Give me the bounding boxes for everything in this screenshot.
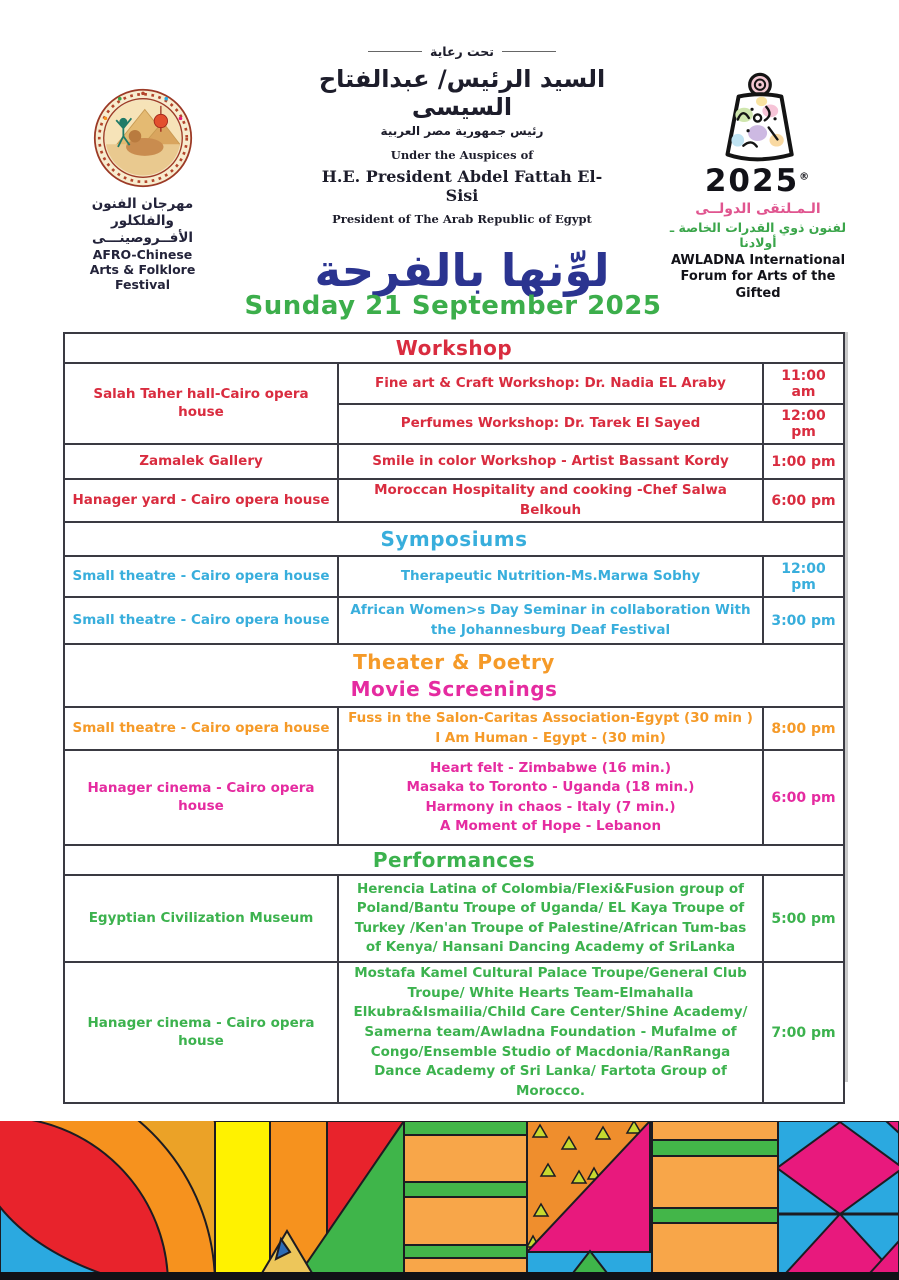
footer-diamond-block xyxy=(777,1121,899,1273)
event-cell: Herencia Latina of Colombia/Flexi&Fusion group of Poland/Bantu Troupe of Uganda/ EL Kaya Troupe of Turkey /Ken'an Troupe of Palestine/African Tum-bas of Kenya/ Hansani Dancing Academy of SriLanka xyxy=(338,875,763,962)
festival-name-english-line1: AFRO-Chinese xyxy=(92,246,193,262)
location-cell: Zamalek Gallery xyxy=(64,444,338,479)
location-cell: Small theatre - Cairo opera house xyxy=(64,707,338,750)
location-cell: Egyptian Civilization Museum xyxy=(64,875,338,962)
forum-name-arabic-line2: لفنون ذوي القدرات الخاصة ـ أولادنا xyxy=(669,220,847,250)
event-cell: Therapeutic Nutrition-Ms.Marwa Sobhy xyxy=(338,556,763,597)
event-cell: Fuss in the Salon-Caritas Association-Egypt (30 min ) I Am Human - Egypt - (30 min) xyxy=(338,707,763,750)
event-cell: African Women>s Day Seminar in collaboration With the Johannesburg Deaf Festival xyxy=(338,597,763,644)
footer-confetti-block xyxy=(527,1121,652,1252)
patronage-kicker-english: Under the Auspices of xyxy=(390,148,534,162)
location-cell: Hanager yard - Cairo opera house xyxy=(64,479,338,522)
festival-name-arabic-line1: مهرجان الفنون والفلكلور xyxy=(91,196,194,229)
location-cell: Salah Taher hall-Cairo opera house xyxy=(64,363,338,444)
event-cell: Heart felt - Zimbabwe (16 min.) Masaka to Toronto - Uganda (18 min.) Harmony in chaos - Italy (7 min.) A Moment of Hope - Lebanon xyxy=(338,750,763,845)
time-cell: 6:00 pm xyxy=(763,479,844,522)
footer-striped-column-b xyxy=(652,1121,778,1273)
location-cell: Small theatre - Cairo opera house xyxy=(64,556,338,597)
patronage-block xyxy=(312,44,612,297)
president-title-arabic: رئيس جمهورية مصر العربية xyxy=(380,124,544,138)
president-name-arabic: السيد الرئيس/ عبدالفتاح السيسى xyxy=(318,65,606,121)
location-cell: Hanager cinema - Cairo opera house xyxy=(64,750,338,845)
afro-chinese-festival-logo xyxy=(60,88,225,292)
schedule-table-wrapper xyxy=(63,332,845,1104)
time-cell: 3:00 pm xyxy=(763,597,844,644)
location-cell: Small theatre - Cairo opera house xyxy=(64,597,338,644)
footer-striped-column-a xyxy=(404,1121,527,1273)
event-cell: Moroccan Hospitality and cooking -Chef Salwa Belkouh xyxy=(338,479,763,522)
footer-black-bar xyxy=(0,1272,899,1280)
event-cell: Perfumes Workshop: Dr. Tarek El Sayed xyxy=(338,404,763,444)
kicker-rule-left xyxy=(368,51,422,52)
time-cell: 12:00 pm xyxy=(763,404,844,444)
event-cell: Fine art & Craft Workshop: Dr. Nadia EL Araby xyxy=(338,363,763,404)
kicker-rule-right xyxy=(502,51,556,52)
time-cell: 8:00 pm xyxy=(763,707,844,750)
registered-mark: ® xyxy=(799,171,812,183)
awladna-doodle-icon xyxy=(719,72,797,164)
event-cell: Smile in color Workshop - Artist Bassant Kordy xyxy=(338,444,763,479)
time-cell: 6:00 pm xyxy=(763,750,844,845)
festival-name-arabic-line2: الأفــروصينـــى xyxy=(91,229,194,246)
footer-yellow-bar xyxy=(215,1121,270,1273)
schedule-table xyxy=(63,332,845,1104)
table-edge-shadow xyxy=(845,332,848,1082)
schedule-date-title: Sunday 21 September 2025 xyxy=(244,291,662,321)
section-header-movies: Movie Screenings xyxy=(350,676,558,701)
footer-folk-art-pattern xyxy=(0,1121,899,1280)
time-cell: 11:00 am xyxy=(763,363,844,404)
time-cell: 12:00 pm xyxy=(763,556,844,597)
event-slogan-arabic: لوِّنها بالفرحة xyxy=(314,244,610,297)
patronage-kicker-arabic: تحت رعاية xyxy=(312,44,612,59)
president-name-english: H.E. President Abdel Fattah El-Sisi xyxy=(321,167,603,205)
time-cell: 1:00 pm xyxy=(763,444,844,479)
section-header-performances: Performances xyxy=(64,845,844,875)
forum-name-arabic-line1: الـمـلتقى الدولــى xyxy=(695,201,821,217)
section-header-theater: Theater & Poetry xyxy=(353,649,555,674)
forum-year: 2025® xyxy=(704,163,812,199)
time-cell: 7:00 pm xyxy=(763,962,844,1103)
event-cell: Mostafa Kamel Cultural Palace Troupe/General Club Troupe/ White Hearts Team-Elmahalla Elkubra&Ismailia/Child Care Center/Shine Academy/ Samerna team/Awladna Foundation - Mufalme of Congo/Ensemble Studio of Macdonia/RanRanga Dance Academy of Sri Lanka/ Fartota Group of Morocco. xyxy=(338,962,763,1103)
section-header-theater-movies xyxy=(64,644,844,707)
location-cell: Hanager cinema - Cairo opera house xyxy=(64,962,338,1103)
section-header-symposiums: Symposiums xyxy=(64,522,844,556)
president-title-english: President of The Arab Republic of Egypt xyxy=(332,212,592,226)
time-cell: 5:00 pm xyxy=(763,875,844,962)
forum-name-english: AWLADNA International Forum for Arts of the Gifted xyxy=(670,253,846,301)
festival-name-english-line2: Arts & Folklore Festival xyxy=(89,261,196,292)
section-header-workshop: Workshop xyxy=(64,333,844,363)
festival-emblem-icon xyxy=(93,88,193,188)
awladna-forum-logo xyxy=(668,72,848,302)
